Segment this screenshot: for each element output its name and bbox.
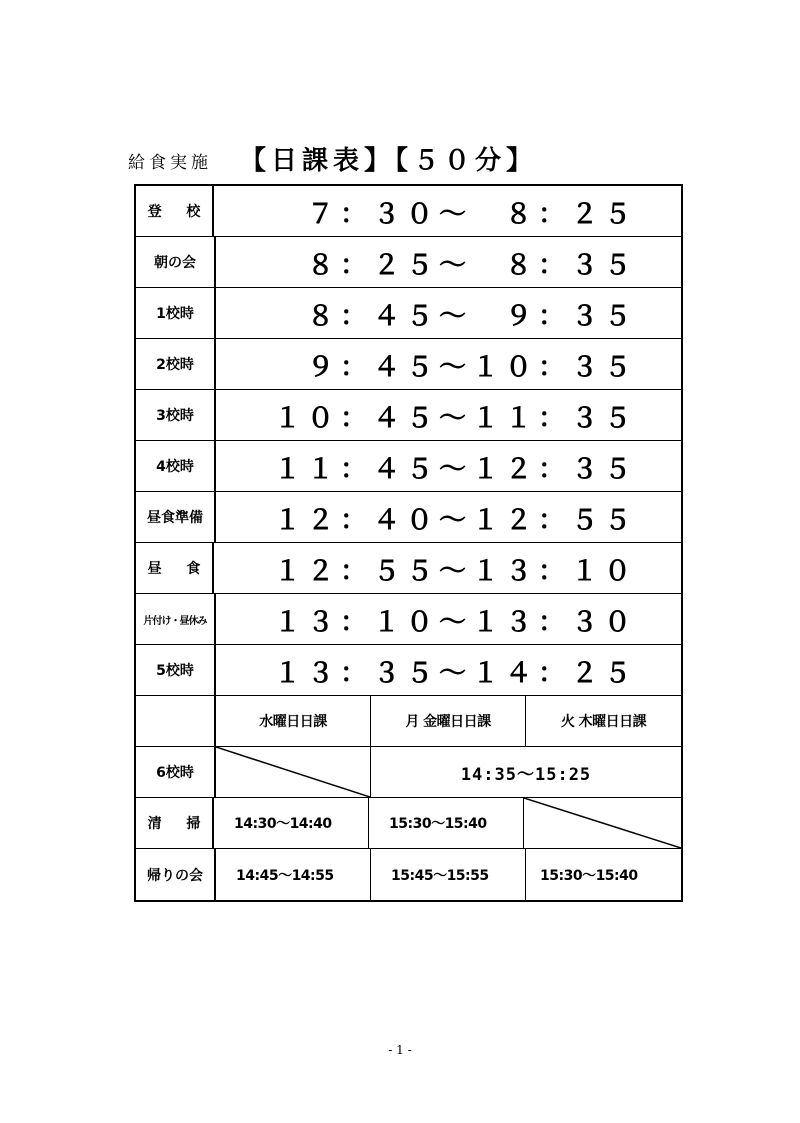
- table-row: [136, 441, 681, 492]
- period-time: ９：４５～１０：３５: [307, 351, 637, 383]
- table-row: [136, 798, 681, 849]
- period-label: 2校時: [136, 339, 216, 389]
- schedule-table: [134, 184, 683, 902]
- homeroom-tue-thu: 15:30～15:40: [540, 867, 638, 884]
- diagonal-line: [216, 747, 370, 797]
- period-time: １１：４５～１２：３５: [274, 453, 637, 485]
- period-label: 清 掃: [136, 798, 214, 848]
- period-label: 5校時: [136, 645, 216, 695]
- empty-diagonal-cell: [524, 798, 681, 848]
- period-time: １０：４５～１１：３５: [274, 402, 637, 434]
- table-row: [136, 594, 681, 645]
- period-time: ８：４５～ ９：３５: [307, 300, 637, 332]
- table-row: [136, 543, 681, 594]
- period-time: １３：３５～１４：２５: [274, 657, 637, 689]
- period-label: 4校時: [136, 441, 216, 491]
- table-row: [136, 390, 681, 441]
- title-prefix: 給食実施: [128, 153, 212, 173]
- period-label: 3校時: [136, 390, 216, 440]
- period-label: 朝の会: [136, 237, 216, 287]
- table-row: [136, 288, 681, 339]
- homeroom-mon-fri: 15:45～15:55: [371, 849, 526, 900]
- header-tue-thu: 火 木曜日日課: [560, 714, 647, 730]
- period-label: 登 校: [136, 186, 214, 236]
- homeroom-wednesday: 14:45～14:55: [216, 849, 371, 900]
- empty-label-cell: [136, 696, 216, 746]
- period-label: 1校時: [136, 288, 216, 338]
- period-time: １２：４０～１２：５５: [274, 504, 637, 536]
- period-label: 昼 食: [136, 543, 214, 593]
- cleaning-wednesday: 14:30～14:40: [214, 798, 369, 848]
- period-label: 帰りの会: [136, 849, 216, 900]
- table-row: [136, 186, 681, 237]
- period-time: １２：５５～１３：１０: [274, 555, 637, 587]
- sixth-period-time: 14:35～15:25: [460, 764, 592, 785]
- period-label: 6校時: [136, 747, 216, 797]
- diagonal-line: [524, 798, 681, 848]
- table-row: [136, 645, 681, 696]
- header-mon-fri: 月 金曜日日課: [371, 696, 526, 746]
- table-row: [136, 237, 681, 288]
- period-time: ７：３０～ ８：２５: [307, 198, 637, 230]
- table-row: [136, 339, 681, 390]
- period-label: 昼食準備: [136, 492, 216, 542]
- cleaning-mon-fri: 15:30～15:40: [369, 798, 524, 848]
- empty-diagonal-cell: [216, 747, 371, 797]
- table-row: [136, 747, 681, 798]
- header-wednesday: 水曜日日課: [216, 696, 371, 746]
- period-time: ８：２５～ ８：３５: [307, 249, 637, 281]
- period-label: 片付け・昼休み: [136, 594, 216, 644]
- page-number: - 1 -: [388, 1043, 412, 1057]
- period-time: １３：１０～１３：３０: [274, 606, 637, 638]
- table-row: [136, 849, 681, 900]
- page-title: 【日課表】【５０分】: [240, 146, 538, 176]
- table-row: [136, 492, 681, 543]
- weekday-header-row: [136, 696, 681, 747]
